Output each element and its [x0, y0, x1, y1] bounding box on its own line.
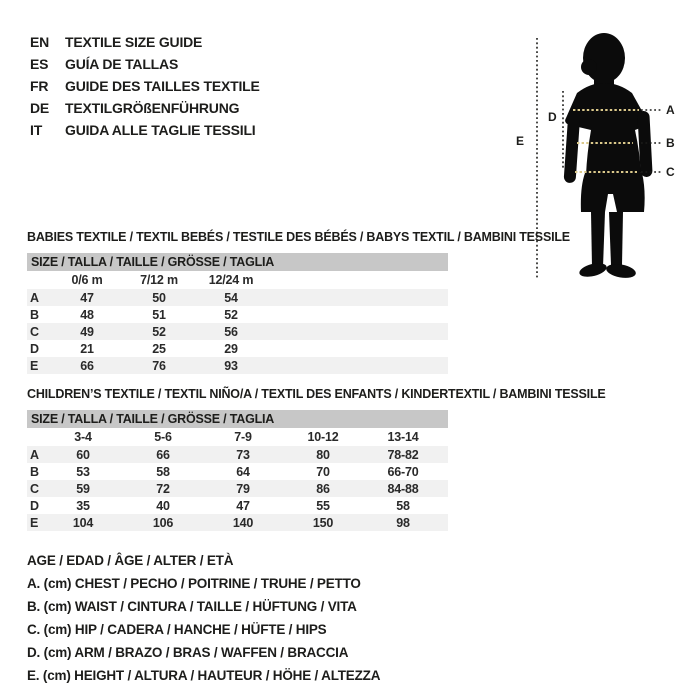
cell: 72 — [156, 481, 170, 496]
row-label: D — [30, 341, 39, 356]
row-label: A — [30, 447, 39, 462]
language-row — [30, 31, 260, 53]
language-title: GUÍA DE TALLAS — [65, 56, 179, 72]
table-row — [27, 463, 448, 480]
col-header: 7/12 m — [140, 273, 178, 287]
cell: 73 — [236, 447, 250, 462]
children-size-bar: SIZE / TALLA / TAILLE / GRÖSSE / TAGLIA — [27, 410, 448, 428]
col-header: 13-14 — [387, 430, 419, 444]
cell: 59 — [76, 481, 90, 496]
col-header: 12/24 m — [208, 273, 254, 287]
size-measurement-figure — [505, 25, 695, 285]
marker-e-label: E — [516, 134, 525, 148]
filler-cell — [267, 289, 448, 306]
legend-age-line: AGE / EDAD / ÂGE / ALTER / ETÀ — [27, 553, 234, 568]
row-label: E — [30, 358, 39, 373]
language-code: FR — [30, 78, 49, 94]
cell: 53 — [76, 464, 90, 479]
measurement-legend — [27, 549, 380, 687]
row-label: C — [30, 324, 39, 339]
language-title-list — [30, 31, 260, 141]
filler-cell — [443, 514, 448, 531]
language-code: DE — [30, 100, 50, 116]
legend-chest-line: A. (cm) CHEST / PECHO / POITRINE / TRUHE / PETTO — [27, 576, 361, 591]
cell: 48 — [80, 307, 94, 322]
language-title: TEXTILE SIZE GUIDE — [65, 34, 203, 50]
language-title: GUIDA ALLE TAGLIE TESSILI — [65, 122, 256, 138]
cell: 52 — [224, 307, 238, 322]
language-code: ES — [30, 56, 49, 72]
cell: 84-88 — [387, 481, 419, 496]
legend-waist-line: B. (cm) WAIST / CINTURA / TAILLE / HÜFTUNG / VITA — [27, 599, 357, 614]
marker-a-label: A — [666, 103, 675, 117]
cell: 47 — [236, 498, 250, 513]
cell: 35 — [76, 498, 90, 513]
language-title: GUIDE DES TAILLES TEXTILE — [65, 78, 260, 94]
table-row — [27, 480, 448, 497]
cell: 86 — [316, 481, 330, 496]
row-label: E — [30, 515, 39, 530]
cell: 93 — [224, 358, 238, 373]
cell: 140 — [232, 515, 254, 530]
filler-cell — [267, 340, 448, 357]
cell: 21 — [80, 341, 94, 356]
cell: 64 — [236, 464, 250, 479]
row-label: C — [30, 481, 39, 496]
cell: 106 — [152, 515, 174, 530]
filler-cell — [267, 306, 448, 323]
row-label: A — [30, 290, 39, 305]
filler-cell — [443, 480, 448, 497]
cell: 80 — [316, 447, 330, 462]
child-silhouette-icon — [564, 33, 653, 280]
filler-cell — [443, 446, 448, 463]
cell: 25 — [152, 341, 166, 356]
table-row — [27, 289, 448, 306]
marker-b-label: B — [666, 136, 675, 150]
table-row — [27, 323, 448, 340]
legend-hip-line: C. (cm) HIP / CADERA / HANCHE / HÜFTE / HIPS — [27, 622, 327, 637]
cell: 66 — [156, 447, 170, 462]
children-section-heading: CHILDREN’S TEXTILE / TEXTIL NIÑO/A / TEXTIL DES ENFANTS / KINDERTEXTIL / BAMBINI TESSILE — [27, 387, 606, 401]
language-row — [30, 75, 260, 97]
cell: 58 — [396, 498, 410, 513]
cell: 78-82 — [387, 447, 419, 462]
legend-arm-line: D. (cm) ARM / BRAZO / BRAS / WAFFEN / BRACCIA — [27, 645, 349, 660]
legend-height-line: E. (cm) HEIGHT / ALTURA / HAUTEUR / HÖHE / ALTEZZA — [27, 668, 381, 683]
filler-cell — [267, 271, 448, 289]
children-size-table — [27, 428, 448, 531]
filler-cell — [443, 428, 448, 446]
cell: 56 — [224, 324, 238, 339]
row-label: D — [30, 498, 39, 513]
cell: 60 — [76, 447, 90, 462]
corner-cell — [27, 428, 43, 446]
language-row — [30, 53, 260, 75]
cell: 55 — [316, 498, 330, 513]
babies-size-table — [27, 271, 448, 374]
marker-d-label: D — [548, 110, 557, 124]
column-header-row — [27, 428, 448, 446]
marker-c-label: C — [666, 165, 675, 179]
corner-cell — [27, 271, 51, 289]
cell: 49 — [80, 324, 94, 339]
cell: 66-70 — [387, 464, 419, 479]
col-header: 3-4 — [74, 430, 92, 444]
cell: 104 — [72, 515, 94, 530]
table-row — [27, 446, 448, 463]
column-header-row — [27, 271, 448, 289]
cell: 29 — [224, 341, 238, 356]
language-title: TEXTILGRÖßENFÜHRUNG — [65, 100, 240, 116]
cell: 47 — [80, 290, 94, 305]
cell: 66 — [80, 358, 94, 373]
cell: 70 — [316, 464, 330, 479]
cell: 79 — [236, 481, 250, 496]
language-code: EN — [30, 34, 50, 50]
cell: 58 — [156, 464, 170, 479]
filler-cell — [267, 357, 448, 374]
cell: 76 — [152, 358, 166, 373]
filler-cell — [443, 497, 448, 514]
col-header: 0/6 m — [71, 273, 103, 287]
language-code: IT — [30, 122, 43, 138]
language-row — [30, 97, 260, 119]
table-row — [27, 357, 448, 374]
table-row — [27, 514, 448, 531]
table-row — [27, 497, 448, 514]
babies-section-heading: BABIES TEXTILE / TEXTIL BEBÉS / TESTILE DES BÉBÉS / BABYS TEXTIL / BAMBINI TESSILE — [27, 230, 570, 244]
row-label: B — [30, 464, 39, 479]
cell: 51 — [152, 307, 166, 322]
cell: 50 — [152, 290, 166, 305]
babies-size-bar: SIZE / TALLA / TAILLE / GRÖSSE / TAGLIA — [27, 253, 448, 271]
cell: 52 — [152, 324, 166, 339]
cell: 54 — [224, 290, 238, 305]
cell: 40 — [156, 498, 170, 513]
table-row — [27, 340, 448, 357]
table-row — [27, 306, 448, 323]
col-header: 7-9 — [234, 430, 252, 444]
language-row — [30, 119, 260, 141]
cell: 150 — [312, 515, 334, 530]
col-header: 5-6 — [154, 430, 172, 444]
filler-cell — [443, 463, 448, 480]
filler-cell — [267, 323, 448, 340]
cell: 98 — [396, 515, 410, 530]
row-label: B — [30, 307, 39, 322]
col-header: 10-12 — [307, 430, 339, 444]
